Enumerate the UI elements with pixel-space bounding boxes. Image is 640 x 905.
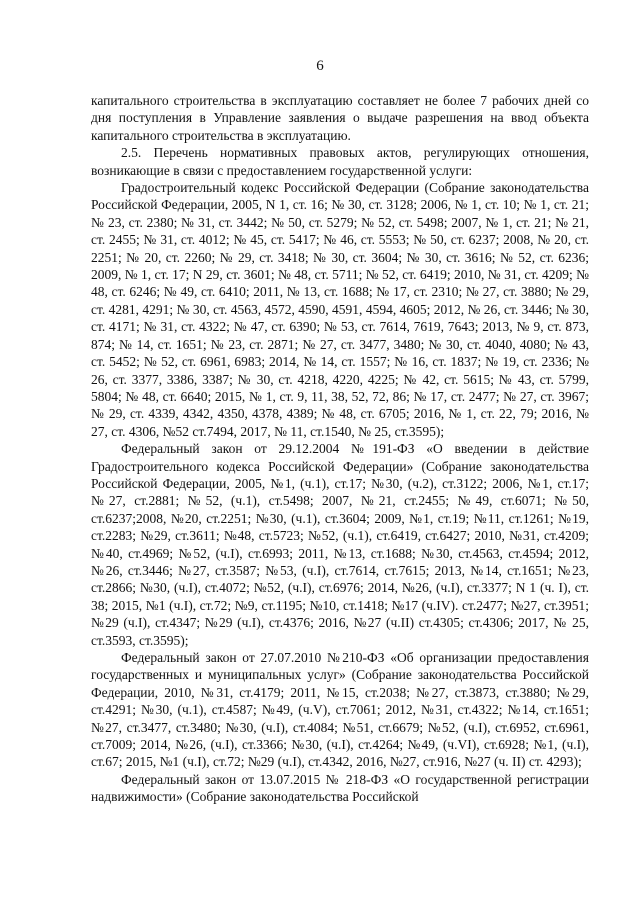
paragraph-continuation: капитального строительства в эксплуатацию составляет не более 7 рабочих дней со дня поступления в Управление заявления о выдаче разрешения на ввод объекта капитального строительства в эксплуатацию. <box>91 93 589 143</box>
paragraph-legal-acts-heading: 2.5. Перечень нормативных правовых актов, регулирующих отношения, возникающие в связи с предоставлением государственной услуги: <box>91 145 589 178</box>
document-body <box>91 92 589 806</box>
paragraph-federal-law-210: Федеральный закон от 27.07.2010 №210-ФЗ «Об организации предоставления государственных и муниципальных услуг» (Собрание законодательства Российской Федерации, 2010, №31, ст.4179; 2011, №15, ст.2038; №27, ст.3873, ст.3880; №29, ст.4291; №30, (ч.1), ст.4587; №49, (ч.V), ст.7061; 2012, №31, ст.4322; №14, ст.1651; №27, ст.3477, ст.3480; №30, (ч.I), ст.4084; №51, ст.6679; №52, (ч.I), ст.6952, ст.6961, ст.7009; 2014, №26, (ч.I), ст.3366; №30, (ч.I), ст.4264; №49, (ч.VI), ст.6928; №1, (ч.I), ст.67; 2015, №1 (ч.I), ст.72; №29 (ч.I), ст.4342, 2016, №27, ст.916, №27 (ч. II) ст. 4293); <box>91 650 589 770</box>
page-number: 6 <box>316 58 324 74</box>
paragraph-urban-planning-code: Градостроительный кодекс Российской Федерации (Собрание законодательства Российской Федерации, 2005, N 1, ст. 16; № 30, ст. 3128; 2006, № 1, ст. 10; № 1, ст. 21; № 23, ст. 2380; № 31, ст. 3442; № 50, ст. 5279; № 52, ст. 5498; 2007, № 1, ст. 21; № 21, ст. 2455; № 31, ст. 4012; № 45, ст. 5417; № 46, ст. 5553; № 50, ст. 6237; 2008, № 20, ст. 2251; № 20, ст. 2260; № 29, ст. 3418; № 30, ст. 3604; № 30, ст. 3616; № 52, ст. 6236; 2009, № 1, ст. 17; N 29, ст. 3601; № 48, ст. 5711; № 52, ст. 6419; 2010, № 31, ст. 4209; № 48, ст. 6246; № 49, ст. 6410; 2011, № 13, ст. 1688; № 17, ст. 2310; № 27, ст. 3880; № 29, ст. 4281, 4291; № 30, ст. 4563, 4572, 4590, 4591, 4594, 4605; 2012, № 26, ст. 3446; № 30, ст. 4171; № 31, ст. 4322; № 47, ст. 6390; № 53, ст. 7614, 7619, 7643; 2013, № 9, ст. 873, 874; № 14, ст. 1651; № 23, ст. 2871; № 27, ст. 3477, 3480; № 30, ст. 4040, 4080; № 43, ст. 5452; № 52, ст. 6961, 6983; 2014, № 14, ст. 1557; № 16, ст. 1837; № 19, ст. 2336; № 26, ст. 3377, 3386, 3387; № 30, ст. 4218, 4220, 4225; № 42, ст. 5615; № 43, ст. 5799, 5804; № 48, ст. 6640; 2015, № 1, ст. 9, 11, 38, 52, 72, 86; № 17, ст. 2477; № 27, ст. 3967; № 29, ст. 4339, 4342, 4350, 4378, 4389; № 48, ст. 6705; 2016, № 1, ст. 22, 79; 2016, № 27, ст. 4306, №52 ст.7494, 2017, № 11, ст.1540, № 25, ст.3595); <box>91 180 589 439</box>
paragraph-federal-law-191: Федеральный закон от 29.12.2004 №191-ФЗ «О введении в действие Градостроительного кодекса Российской Федерации» (Собрание законодательства Российской Федерации, 2005, №1, (ч.1), ст.17; №30, (ч.2), ст.3122; 2006, №1, ст.17; №27, ст.2881; №52, (ч.1), ст.5498; 2007, №21, ст.2455; №49, ст.6071; №50, ст.6237;2008, №20, ст.2251; №30, (ч.1), ст.3604; 2009, №1, ст.19; №11, ст.1261; №19, ст.2283; №29, ст.3611; №48, ст.5723; №52, (ч.1), ст.6419, ст.6427; 2010, №31, ст.4209; №40, ст.4969; №52, (ч.I), ст.6993; 2011, №13, ст.1688; №30, ст.4563, ст.4594; 2012, №26, ст.3446; №27, ст.3587; №53, (ч.I), ст.7614, ст.7615; 2013, №14, ст.1651; №23, ст.2866; №30, (ч.I), ст.4072; №52, (ч.I), ст.6976; 2014, №26, (ч.I), ст.3377; N 1 (ч. I), ст. 38; 2015, №1 (ч.I), ст.72; №9, ст.1195; №10, ст.1418; №17 (ч.IV). ст.2477; №27, ст.3951; №29 (ч.I), ст.4347; №29 (ч.I), ст.4376; 2016, №27 (ч.II) ст.4305; ст.4306; 2017, № 25, ст.3593, ст.3595); <box>91 441 589 648</box>
paragraph-federal-law-218: Федеральный закон от 13.07.2015 № 218-ФЗ «О государственной регистрации надвижимости» (Собрание законодательства Российской <box>91 771 589 805</box>
